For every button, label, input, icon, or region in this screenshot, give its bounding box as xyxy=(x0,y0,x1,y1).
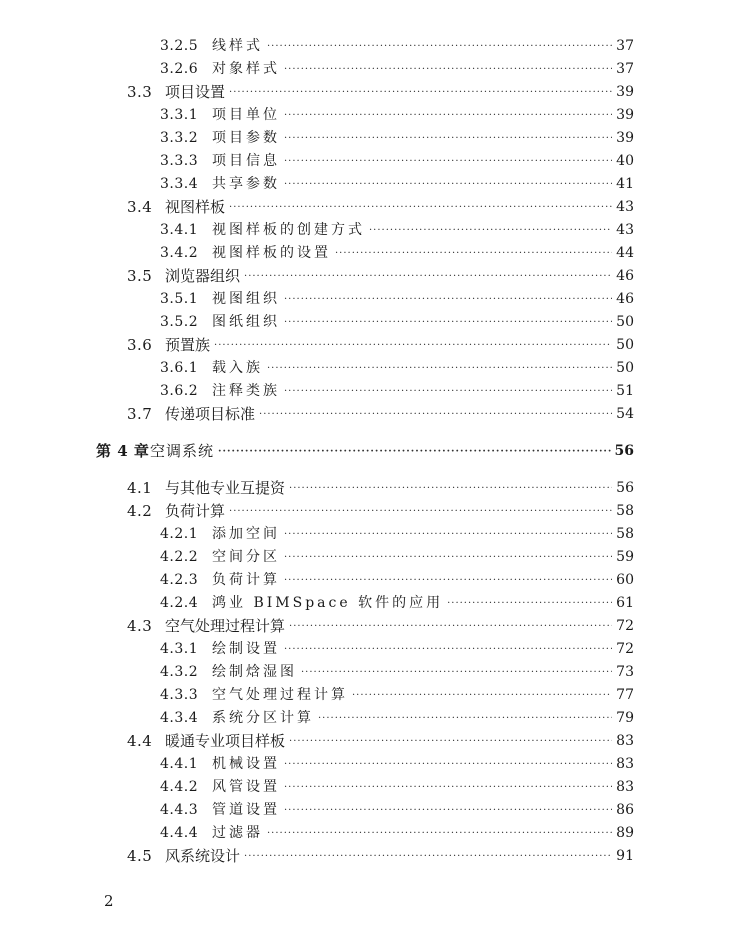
toc-entry xyxy=(160,592,634,615)
toc-entry-title: 注释类族 xyxy=(212,383,280,399)
toc-entry-number: 第 4 章 xyxy=(96,442,150,460)
toc-entry-title: 载入族 xyxy=(212,360,263,376)
toc-entry xyxy=(160,822,634,845)
toc-entry xyxy=(160,35,634,58)
toc-entry-page: 86 xyxy=(616,802,634,818)
dot-leader xyxy=(284,799,612,822)
dot-leader xyxy=(214,334,612,357)
toc-entry-page: 39 xyxy=(616,130,634,146)
dot-leader xyxy=(284,546,612,569)
toc-entry-page: 37 xyxy=(616,61,634,77)
toc-entry xyxy=(160,799,634,822)
toc-entry-page: 59 xyxy=(616,549,634,565)
toc-entry xyxy=(127,334,634,357)
toc-entry xyxy=(127,500,634,523)
dot-leader xyxy=(229,81,612,104)
toc-entry-page: 43 xyxy=(616,222,634,238)
dot-leader xyxy=(284,58,612,81)
toc-entry-page: 60 xyxy=(616,572,634,588)
dot-leader xyxy=(284,380,612,403)
toc-entry-page: 54 xyxy=(616,406,634,422)
toc-entry-title: 空气处理过程计算 xyxy=(165,617,286,635)
toc-entry-page: 83 xyxy=(616,779,634,795)
toc-entry-title: 浏览器组织 xyxy=(165,267,241,285)
toc-entry-number: 4.4.4 xyxy=(160,825,199,841)
toc-entry xyxy=(160,684,634,707)
toc-entry xyxy=(160,127,634,150)
toc-entry-number: 4.2 xyxy=(127,502,153,520)
toc-entry-title: 项目参数 xyxy=(212,130,280,146)
toc-entry-number: 3.6.1 xyxy=(160,360,199,376)
toc-entry-number: 3.5 xyxy=(127,267,153,285)
toc-entry xyxy=(160,638,634,661)
toc-entry-page: 46 xyxy=(616,291,634,307)
toc-entry-title: 视图样板的设置 xyxy=(212,245,331,261)
dot-leader xyxy=(267,357,612,380)
toc-entry-number: 4.2.2 xyxy=(160,549,199,565)
toc-entry-number: 3.6 xyxy=(127,336,153,354)
toc-entry-title: 视图样板的创建方式 xyxy=(212,222,365,238)
toc-entry-page: 51 xyxy=(616,383,634,399)
toc-entry-number: 4.1 xyxy=(127,479,153,497)
dot-leader xyxy=(284,173,612,196)
dot-leader xyxy=(267,35,612,58)
dot-leader xyxy=(284,150,612,173)
toc-entry xyxy=(160,104,634,127)
toc-entry-number: 4.2.1 xyxy=(160,526,199,542)
toc-entry xyxy=(127,196,634,219)
toc-entry xyxy=(127,615,634,638)
toc-entry-number: 4.3.4 xyxy=(160,710,199,726)
toc-entry xyxy=(160,173,634,196)
toc-entry-number: 3.5.2 xyxy=(160,314,199,330)
dot-leader xyxy=(284,311,612,334)
toc-entry-number: 3.4.2 xyxy=(160,245,199,261)
toc-entry-page: 44 xyxy=(616,245,634,261)
dot-leader xyxy=(335,242,612,265)
toc-entry-title: 视图组织 xyxy=(212,291,280,307)
toc-entry-page: 72 xyxy=(616,641,634,657)
toc-entry-number: 3.2.6 xyxy=(160,61,199,77)
toc-entry-number: 4.4.2 xyxy=(160,779,199,795)
toc-entry-page: 50 xyxy=(616,360,634,376)
page-number: 2 xyxy=(104,892,114,910)
toc-entry-title: 绘制焓湿图 xyxy=(212,664,297,680)
toc-entry xyxy=(160,219,634,242)
dot-leader xyxy=(289,615,612,638)
toc-entry-page: 46 xyxy=(616,268,634,284)
toc-entry xyxy=(160,569,634,592)
toc-entry-title: 线样式 xyxy=(212,38,263,54)
toc-entry-title: 机械设置 xyxy=(212,756,280,772)
toc-entry-title: 项目信息 xyxy=(212,153,280,169)
toc-entry-number: 4.4.1 xyxy=(160,756,199,772)
toc-entry-number: 4.2.3 xyxy=(160,572,199,588)
dot-leader xyxy=(289,477,612,500)
toc-entry-title: 暖通专业项目样板 xyxy=(165,732,286,750)
dot-leader xyxy=(284,569,612,592)
toc-entry-title: 空间分区 xyxy=(212,549,280,565)
toc-entry-page: 72 xyxy=(616,618,634,634)
toc-entry-page: 41 xyxy=(616,176,634,192)
toc-entry-page: 50 xyxy=(616,314,634,330)
toc-entry-number: 3.6.2 xyxy=(160,383,199,399)
toc-entry-title: 对象样式 xyxy=(212,61,280,77)
dot-leader xyxy=(244,265,612,288)
toc-entry-page: 40 xyxy=(616,153,634,169)
toc-entry-number: 4.3.1 xyxy=(160,641,199,657)
toc-entry-title: 负荷计算 xyxy=(212,572,280,588)
toc-entry-number: 4.5 xyxy=(127,847,153,865)
toc-entry-page: 89 xyxy=(616,825,634,841)
toc-entry-title: 共享参数 xyxy=(212,176,280,192)
toc-entry-number: 3.7 xyxy=(127,405,153,423)
toc-entry-number: 3.3.2 xyxy=(160,130,199,146)
toc-entry-title: 鸿业 BIMSpace 软件的应用 xyxy=(212,595,444,611)
toc-entry-number: 4.3.3 xyxy=(160,687,199,703)
toc-entry-title: 风管设置 xyxy=(212,779,280,795)
dot-leader xyxy=(289,730,612,753)
dot-leader xyxy=(369,219,612,242)
toc-entry xyxy=(160,242,634,265)
toc-entry-title: 项目设置 xyxy=(165,83,226,101)
dot-leader xyxy=(267,822,612,845)
dot-leader xyxy=(301,661,612,684)
toc-entry-number: 4.4 xyxy=(127,732,153,750)
dot-leader xyxy=(447,592,612,615)
toc-entry-page: 58 xyxy=(616,526,634,542)
toc-entry-page: 77 xyxy=(616,687,634,703)
toc-entry-number: 3.3.4 xyxy=(160,176,199,192)
toc-entry xyxy=(127,403,634,426)
dot-leader xyxy=(284,523,612,546)
toc-entry-title: 图纸组织 xyxy=(212,314,280,330)
toc-entry-number: 4.2.4 xyxy=(160,595,199,611)
toc-entry-title: 视图样板 xyxy=(165,198,226,216)
toc-entry-title: 过滤器 xyxy=(212,825,263,841)
toc-entry-number: 3.3.3 xyxy=(160,153,199,169)
toc-entry-number: 4.3 xyxy=(127,617,153,635)
toc-entry-number: 3.2.5 xyxy=(160,38,199,54)
toc-entry-page: 61 xyxy=(616,595,634,611)
toc-entry xyxy=(160,753,634,776)
toc-entry-page: 83 xyxy=(616,756,634,772)
toc-entry-number: 4.3.2 xyxy=(160,664,199,680)
dot-leader xyxy=(318,707,612,730)
toc-entry xyxy=(160,311,634,334)
toc-chapter-entry xyxy=(96,440,634,463)
toc-entry-page: 56 xyxy=(616,480,634,496)
toc-entry-number: 3.3.1 xyxy=(160,107,199,123)
toc-entry-page: 79 xyxy=(616,710,634,726)
toc-entry xyxy=(160,707,634,730)
toc-entry-page: 39 xyxy=(616,107,634,123)
toc-entry xyxy=(127,477,634,500)
dot-leader xyxy=(284,104,612,127)
toc-entry-title: 预置族 xyxy=(165,336,211,354)
dot-leader xyxy=(352,684,612,707)
toc-entry xyxy=(160,776,634,799)
dot-leader xyxy=(244,845,612,868)
toc-entry xyxy=(127,730,634,753)
toc-entry-title: 空气处理过程计算 xyxy=(212,687,348,703)
toc-entry-title: 绘制设置 xyxy=(212,641,280,657)
toc-entry xyxy=(160,661,634,684)
toc-entry xyxy=(127,265,634,288)
toc-entry-page: 43 xyxy=(616,199,634,215)
toc-entry-page: 56 xyxy=(614,443,634,459)
dot-leader xyxy=(284,638,612,661)
toc-entry-title: 系统分区计算 xyxy=(212,710,314,726)
dot-leader xyxy=(284,288,612,311)
toc-entry-number: 4.4.3 xyxy=(160,802,199,818)
dot-leader xyxy=(284,753,612,776)
dot-leader xyxy=(229,196,612,219)
toc-entry-title: 空调系统 xyxy=(150,442,215,460)
toc-entry-page: 37 xyxy=(616,38,634,54)
toc-entry xyxy=(160,150,634,173)
toc-entry-number: 3.3 xyxy=(127,83,153,101)
toc-entry xyxy=(127,845,634,868)
toc-entry-page: 83 xyxy=(616,733,634,749)
toc-entry-page: 91 xyxy=(616,848,634,864)
toc-entry-number: 3.4 xyxy=(127,198,153,216)
dot-leader xyxy=(259,403,612,426)
toc-entry-title: 负荷计算 xyxy=(165,502,226,520)
toc-entry-page: 73 xyxy=(616,664,634,680)
toc-entry-title: 项目单位 xyxy=(212,107,280,123)
dot-leader xyxy=(218,440,611,463)
dot-leader xyxy=(284,776,612,799)
toc-entry-title: 管道设置 xyxy=(212,802,280,818)
toc-entry-title: 添加空间 xyxy=(212,526,280,542)
toc-entry xyxy=(127,81,634,104)
toc-entry xyxy=(160,58,634,81)
toc-entry-page: 50 xyxy=(616,337,634,353)
toc-entry-title: 传递项目标准 xyxy=(165,405,256,423)
toc-entry xyxy=(160,380,634,403)
toc-entry-page: 39 xyxy=(616,84,634,100)
toc-entry xyxy=(160,288,634,311)
dot-leader xyxy=(284,127,612,150)
toc-entry xyxy=(160,357,634,380)
dot-leader xyxy=(229,500,612,523)
toc-entry xyxy=(160,523,634,546)
toc-entry-title: 风系统设计 xyxy=(165,847,241,865)
toc-entry xyxy=(160,546,634,569)
toc-entry-number: 3.5.1 xyxy=(160,291,199,307)
toc-entry-number: 3.4.1 xyxy=(160,222,199,238)
toc-entry-page: 58 xyxy=(616,503,634,519)
toc-entry-title: 与其他专业互提资 xyxy=(165,479,286,497)
